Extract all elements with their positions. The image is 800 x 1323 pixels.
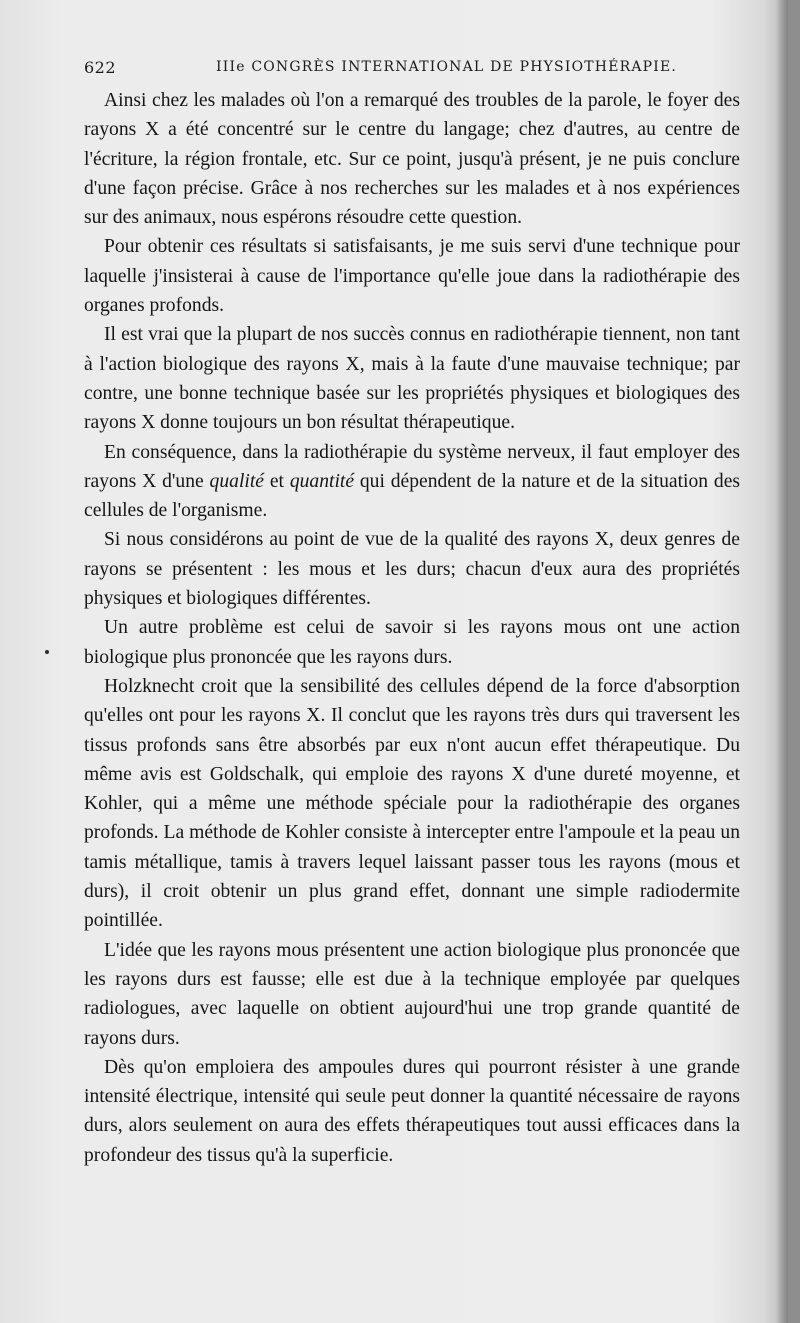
paragraph-8: L'idée que les rayons mous présentent une action biologique plus prononcée que les rayons durs est fausse; elle est due à la technique employée par quelques radiologues, avec laquelle on obtient aujourd'hui une trop grande quantité de rayons durs. [84,939,740,1049]
paragraph-9: Dès qu'on emploiera des ampoules dures qui pourront résister à une grande intensité électrique, intensité qui seule peut donner la quantité nécessaire de rayons durs, alors seulement on aura des effets thérapeutiques tout aussi efficaces dans la profondeur des tissus qu'à la superficie. [84,1056,740,1166]
paragraph-4-text-b: et [263,470,290,492]
paragraph-5: Si nous considérons au point de vue de la qualité des rayons X, deux genres de rayons se présentent : les mous et les durs; chacun d'eux aura des propriétés physiques et biologiques différentes. [84,529,740,610]
paragraph-1: Ainsi chez les malades où l'on a remarqué des troubles de la parole, le foyer des rayons X a été concentré sur le centre du langage; chez d'autres, au centre de l'écriture, la région frontale, etc. Sur ce point, jusqu'à présent, je ne puis conclure d'une façon précise. Grâce à nos recherches sur les malades et à nos expériences sur des animaux, nous espérons résoudre cette question. [84,90,740,229]
emphasis-qualite: qualité [209,470,264,492]
paragraph-2: Pour obtenir ces résultats si satisfaisants, je me suis servi d'une technique pour laquelle j'insisterai à cause de l'importance qu'elle joue dans la radiothérapie des organes profonds. [84,236,740,317]
page-number: 622 [84,58,117,77]
page-edge-shadow [776,0,788,1323]
running-header [84,58,736,80]
paragraph-6: Un autre problème est celui de savoir si les rayons mous ont une action biologique plus prononcée que les rayons durs. [84,617,740,668]
body-text [84,86,740,1170]
paragraph-4 [84,438,740,526]
paragraph-4-text-c: qui dépendent de la nature et de la situation des cellules de l'organisme. [84,470,741,522]
paragraph-4-text-a: En conséquence, dans la radiothérapie du système nerveux, il faut employer des rayons X d'une [84,441,740,492]
running-title: IIIe CONGRÈS INTERNATIONAL DE PHYSIOTHÉRAPIE. [216,59,678,75]
print-speck [45,650,49,654]
paragraph-3: Il est vrai que la plupart de nos succès connus en radiothérapie tiennent, non tant à l'action biologique des rayons X, mais à la faute d'une mauvaise technique; par contre, une bonne technique basée sur les propriétés physiques et biologiques des rayons X donne toujours un bon résultat thérapeutique. [84,324,740,434]
paragraph-7: Holzknecht croit que la sensibilité des cellules dépend de la force d'absorption qu'elles ont pour les rayons X. Il conclut que les rayons très durs qui traversent les tissus profonds sans être absorbés par eux n'ont aucun effet thérapeutique. Du même avis est Goldschalk, qui emploie des rayons X d'une dureté moyenne, et Kohler, qui a même une méthode spéciale pour la radiothérapie des organes profonds. La méthode de Kohler consiste à intercepter entre l'ampoule et la peau un tamis métallique, tamis à travers lequel laissant passer tous les rayons (mous et durs), il croit obtenir un plus grand effet, donnant une simple radiodermite pointillée. [84,675,740,932]
emphasis-quantite: quantité [289,470,355,492]
